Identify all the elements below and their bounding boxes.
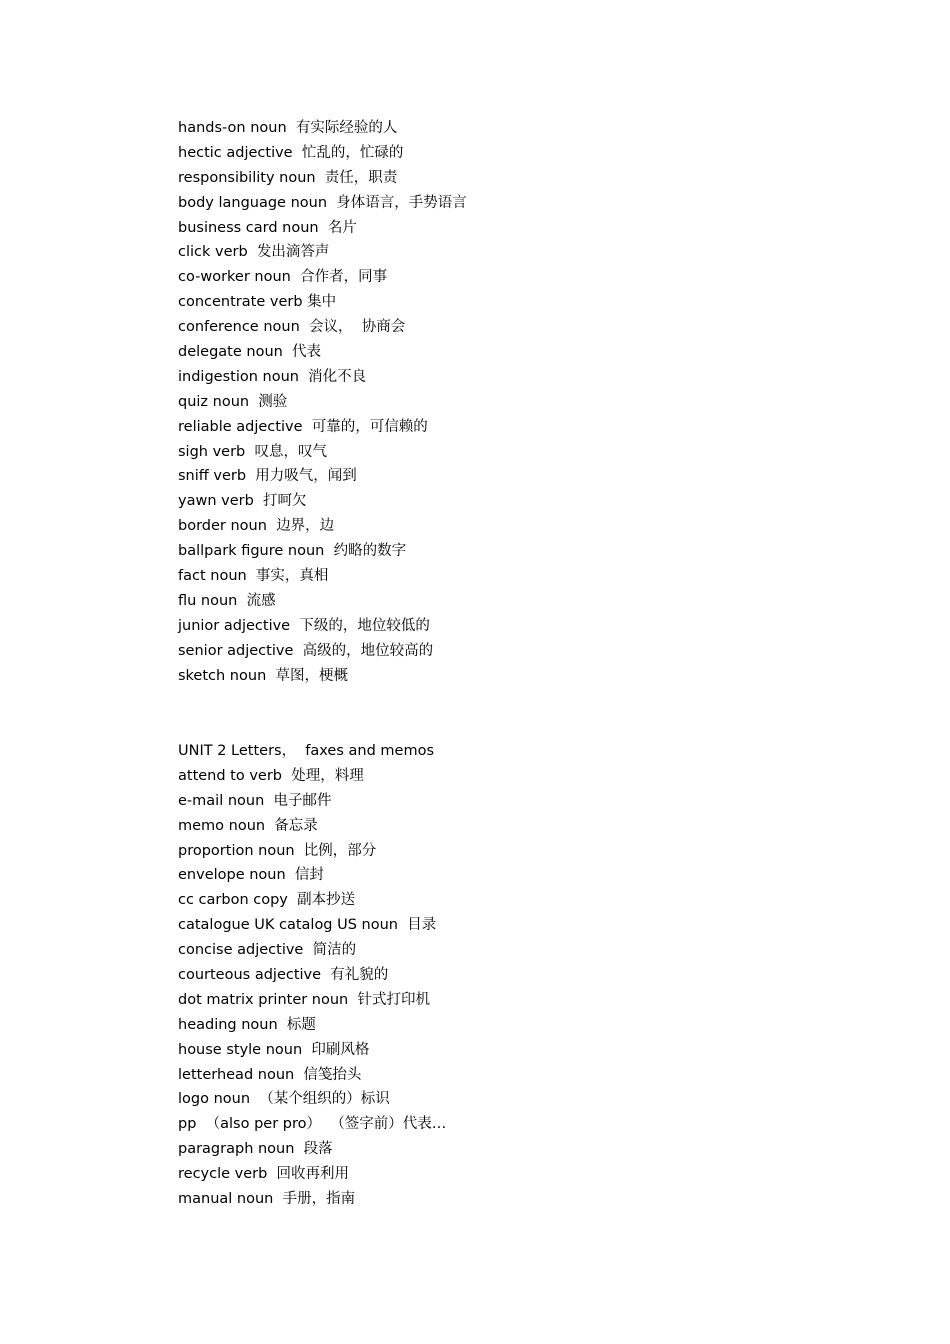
vocab-entry: proportion noun 比例，部分	[178, 842, 377, 859]
vocab-entry: concise adjective 简洁的	[178, 942, 357, 959]
vocab-entry: senior adjective 高级的，地位较高的	[178, 642, 434, 659]
vocab-entry: business card noun 名片	[178, 219, 357, 236]
vocab-entry: recycle verb 回收再利用	[178, 1166, 350, 1183]
vocab-entry: cc carbon copy 副本抄送	[178, 892, 356, 909]
vocab-entry: sketch noun 草图，梗概	[178, 667, 348, 684]
vocab-entry: click verb 发出滴答声	[178, 244, 330, 261]
vocab-entry: body language noun 身体语言，手势语言	[178, 194, 467, 211]
vocab-entry: memo noun 备忘录	[178, 817, 318, 834]
vocab-entry: courteous adjective 有礼貌的	[178, 967, 389, 984]
vocab-entry: dot matrix printer noun 针式打印机	[178, 991, 430, 1008]
vocab-entry: yawn verb 打呵欠	[178, 493, 307, 510]
vocab-entry: reliable adjective 可靠的，可信赖的	[178, 418, 428, 435]
vocab-entry: border noun 边界，边	[178, 518, 335, 535]
vocab-entry: heading noun 标题	[178, 1016, 316, 1033]
vocab-entry: fact noun 事实，真相	[178, 568, 329, 585]
vocab-entry: catalogue UK catalog US noun 目录	[178, 917, 437, 934]
vocab-entry: conference noun 会议， 协商会	[178, 319, 406, 336]
vocab-entry: attend to verb 处理，料理	[178, 767, 364, 784]
vocab-entry: paragraph noun 段落	[178, 1141, 333, 1158]
vocab-entry: logo noun （某个组织的）标识	[178, 1091, 390, 1108]
vocab-entry: delegate noun 代表	[178, 344, 322, 361]
vocab-entry: ballpark figure noun 约略的数字	[178, 543, 407, 560]
vocab-entry: sniff verb 用力吸气，闻到	[178, 468, 357, 485]
vocab-entry: junior adjective 下级的，地位较低的	[178, 617, 430, 634]
vocab-entry: indigestion noun 消化不良	[178, 368, 367, 385]
vocab-entry: letterhead noun 信笺抬头	[178, 1066, 362, 1083]
vocab-entry: quiz noun 测验	[178, 393, 288, 410]
vocab-entry: pp （also per pro） （签字前）代表…	[178, 1116, 447, 1133]
vocab-entry: e-mail noun 电子邮件	[178, 792, 332, 809]
vocab-entry: hands-on noun 有实际经验的人	[178, 120, 398, 136]
vocab-entry: sigh verb 叹息，叹气	[178, 443, 327, 460]
vocab-entry: concentrate verb 集中	[178, 294, 337, 311]
vocab-entry: flu noun 流感	[178, 592, 276, 609]
unit-heading: UNIT 2 Letters， faxes and memos	[178, 743, 435, 759]
vocab-entry: house style noun 印刷风格	[178, 1041, 370, 1058]
vocabulary-list-unit-2	[178, 739, 446, 1212]
vocabulary-list-unit-1	[178, 116, 467, 688]
vocab-entry: hectic adjective 忙乱的，忙碌的	[178, 144, 404, 161]
vocab-entry: responsibility noun 责任，职责	[178, 169, 398, 186]
vocab-entry: co-worker noun 合作者，同事	[178, 269, 388, 286]
vocab-entry: envelope noun 信封	[178, 867, 324, 884]
vocab-entry: manual noun 手册，指南	[178, 1191, 356, 1208]
